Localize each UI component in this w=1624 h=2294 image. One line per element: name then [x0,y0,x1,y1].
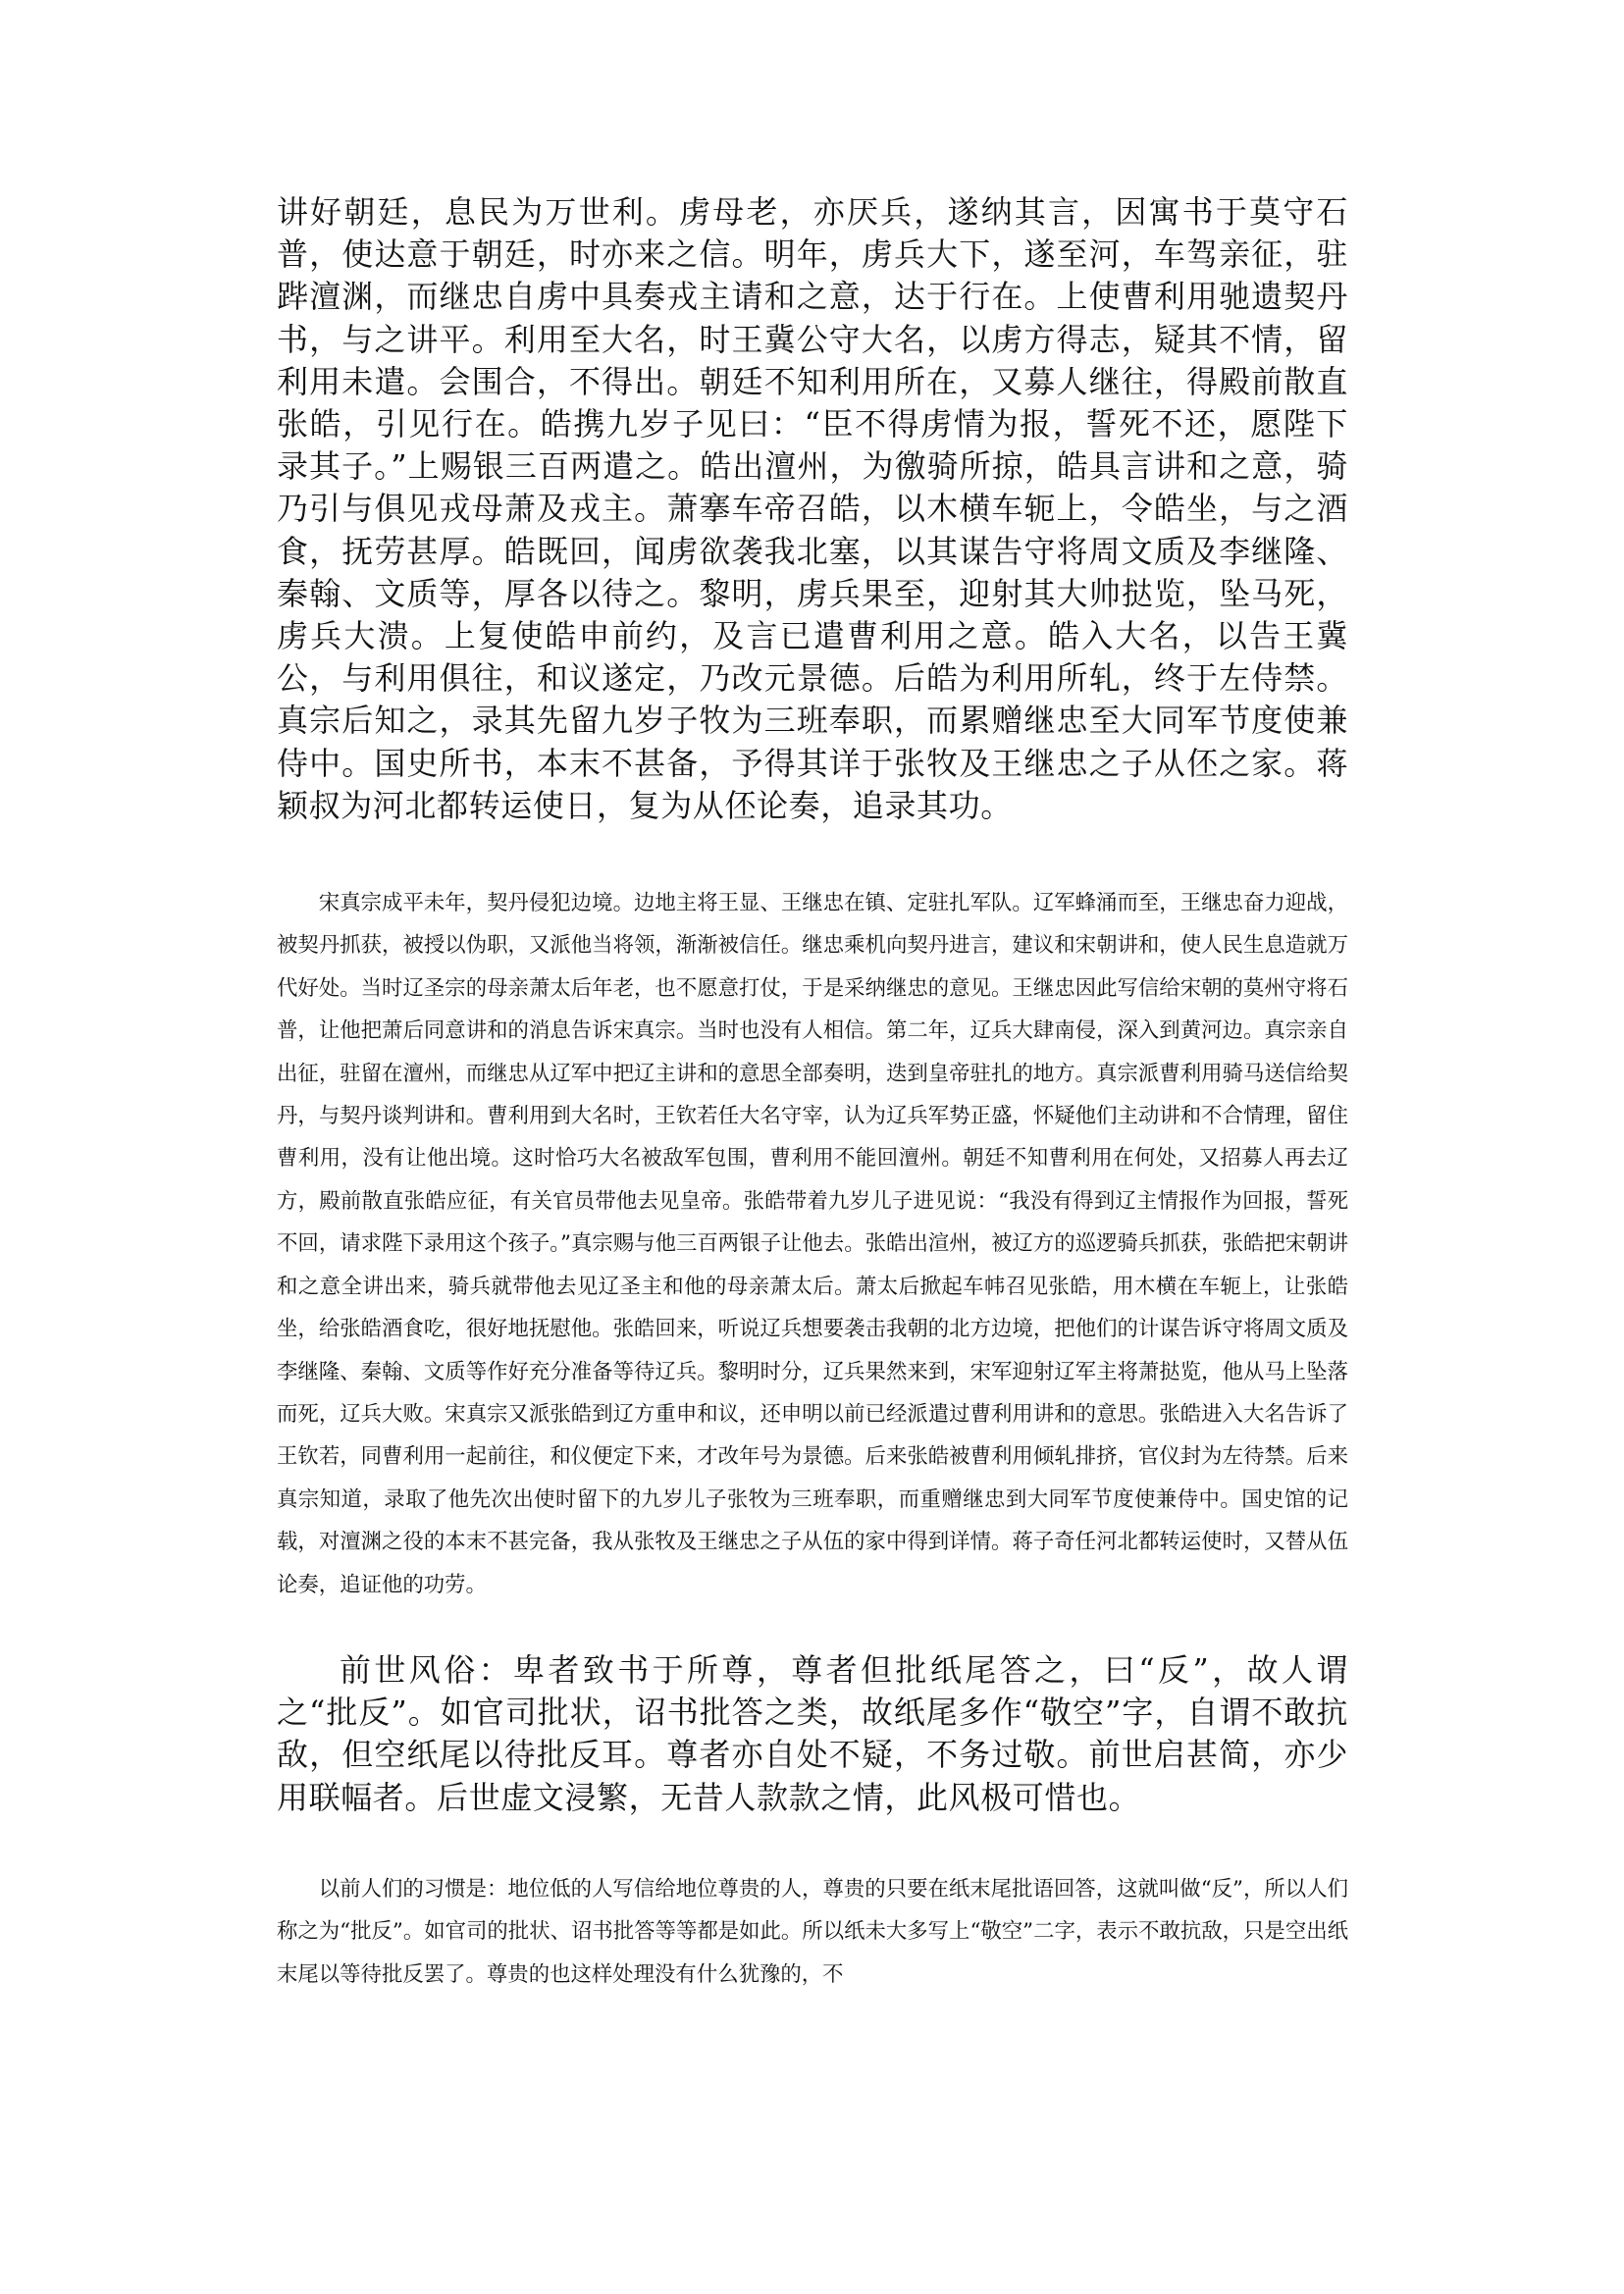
translation-paragraph: 宋真宗成平未年，契丹侵犯边境。边地主将王显、王继忠在镇、定驻扎军队。辽军蜂涌而至，王继忠奋力迎战，被契丹抓获，被授以伪职，又派他当将领，渐渐被信任。继忠乘机向契丹进言，建议和宋朝讲和，使人民生息造就万代好处。当时辽圣宗的母亲萧太后年老，也不愿意打仗，于是采纳继忠的意见。王继忠因此写信给宋朝的莫州守将石普，让他把萧后同意讲和的消息告诉宋真宗。当时也没有人相信。第二年，辽兵大肆南侵，深入到黄河边。真宗亲自出征，驻留在澶州，而继忠从辽军中把辽主讲和的意思全部奏明，迭到皇帝驻扎的地方。真宗派曹利用骑马送信给契丹，与契丹谈判讲和。曹利用到大名时，王钦若任大名守宰，认为辽兵军势正盛，怀疑他们主动讲和不合情理，留住曹利用，没有让他出境。这时恰巧大名被敌军包围，曹利用不能回澶州。朝廷不知曹利用在何处，又招募人再去辽方，殿前散直张皓应征，有关官员带他去见皇帝。张皓带着九岁儿子进见说：“我没有得到辽主情报作为回报，誓死不回，请求陛下录用这个孩子。”真宗赐与他三百两银子让他去。张皓出渲州，被辽方的巡逻骑兵抓获，张皓把宋朝讲和之意全讲出来，骑兵就带他去见辽圣主和他的母亲萧太后。萧太后掀起车帏召见张皓，用木横在车轭上，让张皓坐，给张皓酒食吃，很好地抚慰他。张皓回来，听说辽兵想要袭击我朝的北方边境，把他们的计谋告诉守将周文质及李继隆、秦翰、文质等作好充分准备等待辽兵。黎明时分，辽兵果然来到，宋军迎射辽军主将萧挞览，他从马上坠落而死，辽兵大败。宋真宗又派张皓到辽方重申和议，还申明以前已经派遣过曹利用讲和的意思。张皓进入大名告诉了王钦若，同曹利用一起前往，和仪便定下来，才改年号为景德。后来张皓被曹利用倾轧排挤，官仪封为左待禁。后来真宗知道，录取了他先次出使时留下的九岁儿子张牧为三班奉职，而重赠继忠到大同军节度使兼侍中。国史馆的记载，对澶渊之役的本末不甚完备，我从张牧及王继忠之子从伍的家中得到详情。蒋子奇任河北都转运使时，又替从伍论奏，追证他的功劳。 [277,891,1348,1597]
document-page [277,191,1348,1996]
translation-paragraph: 以前人们的习惯是：地位低的人写信给地位尊贵的人，尊贵的只要在纸末尾批语回答，这就叫做“反”，所以人们称之为“批反”。如官司的批状、诏书批答等等都是如此。所以纸未大多写上“敬空”二字，表示不敢抗敌，只是空出纸末尾以等待批反罢了。尊贵的也这样处理没有什么犹豫的，不 [277,1876,1348,1987]
classical-text-paragraph: 讲好朝廷，息民为万世利。虏母老，亦厌兵，遂纳其言，因寓书于莫守石普，使达意于朝廷，时亦来之信。明年，虏兵大下，遂至河，车驾亲征，驻跸澶渊，而继忠自虏中具奏戎主请和之意，达于行在。上使曹利用驰遗契丹书，与之讲平。利用至大名，时王冀公守大名，以虏方得志，疑其不情，留利用未遣。会围合，不得出。朝廷不知利用所在，又募人继往，得殿前散直张皓，引见行在。皓携九岁子见曰：“臣不得虏情为报，誓死不还，愿陛下录其子。”上赐银三百两遣之。皓出澶州，为徼骑所掠，皓具言讲和之意，骑乃引与俱见戎母萧及戎主。萧搴车帝召皓，以木横车轭上，令皓坐，与之酒食，抚劳甚厚。皓既回，闻虏欲袭我北塞，以其谋告守将周文质及李继隆、秦翰、文质等，厚各以待之。黎明，虏兵果至，迎射其大帅挞览，坠马死，虏兵大溃。上复使皓申前约，及言已遣曹利用之意。皓入大名，以告王冀公，与利用俱往，和议遂定，乃改元景德。后皓为利用所轧，终于左侍禁。真宗后知之，录其先留九岁子牧为三班奉职，而累赠继忠至大同军节度使兼侍中。国史所书，本末不甚备，予得其详于张牧及王继忠之子从伾之家。蒋颖叔为河北都转运使日，复为从伾论奏，追录其功。 [277,193,1348,824]
classical-text-paragraph: 前世风俗：卑者致书于所尊，尊者但批纸尾答之，曰“反”，故人谓之“批反”。如官司批状，诏书批答之类，故纸尾多作“敬空”字，自谓不敢抗敌，但空纸尾以待批反耳。尊者亦自处不疑，不务过敬。前世启甚简，亦少用联幅者。后世虚文浸繁，无昔人款款之情，此风极可惜也。 [277,1650,1348,1816]
